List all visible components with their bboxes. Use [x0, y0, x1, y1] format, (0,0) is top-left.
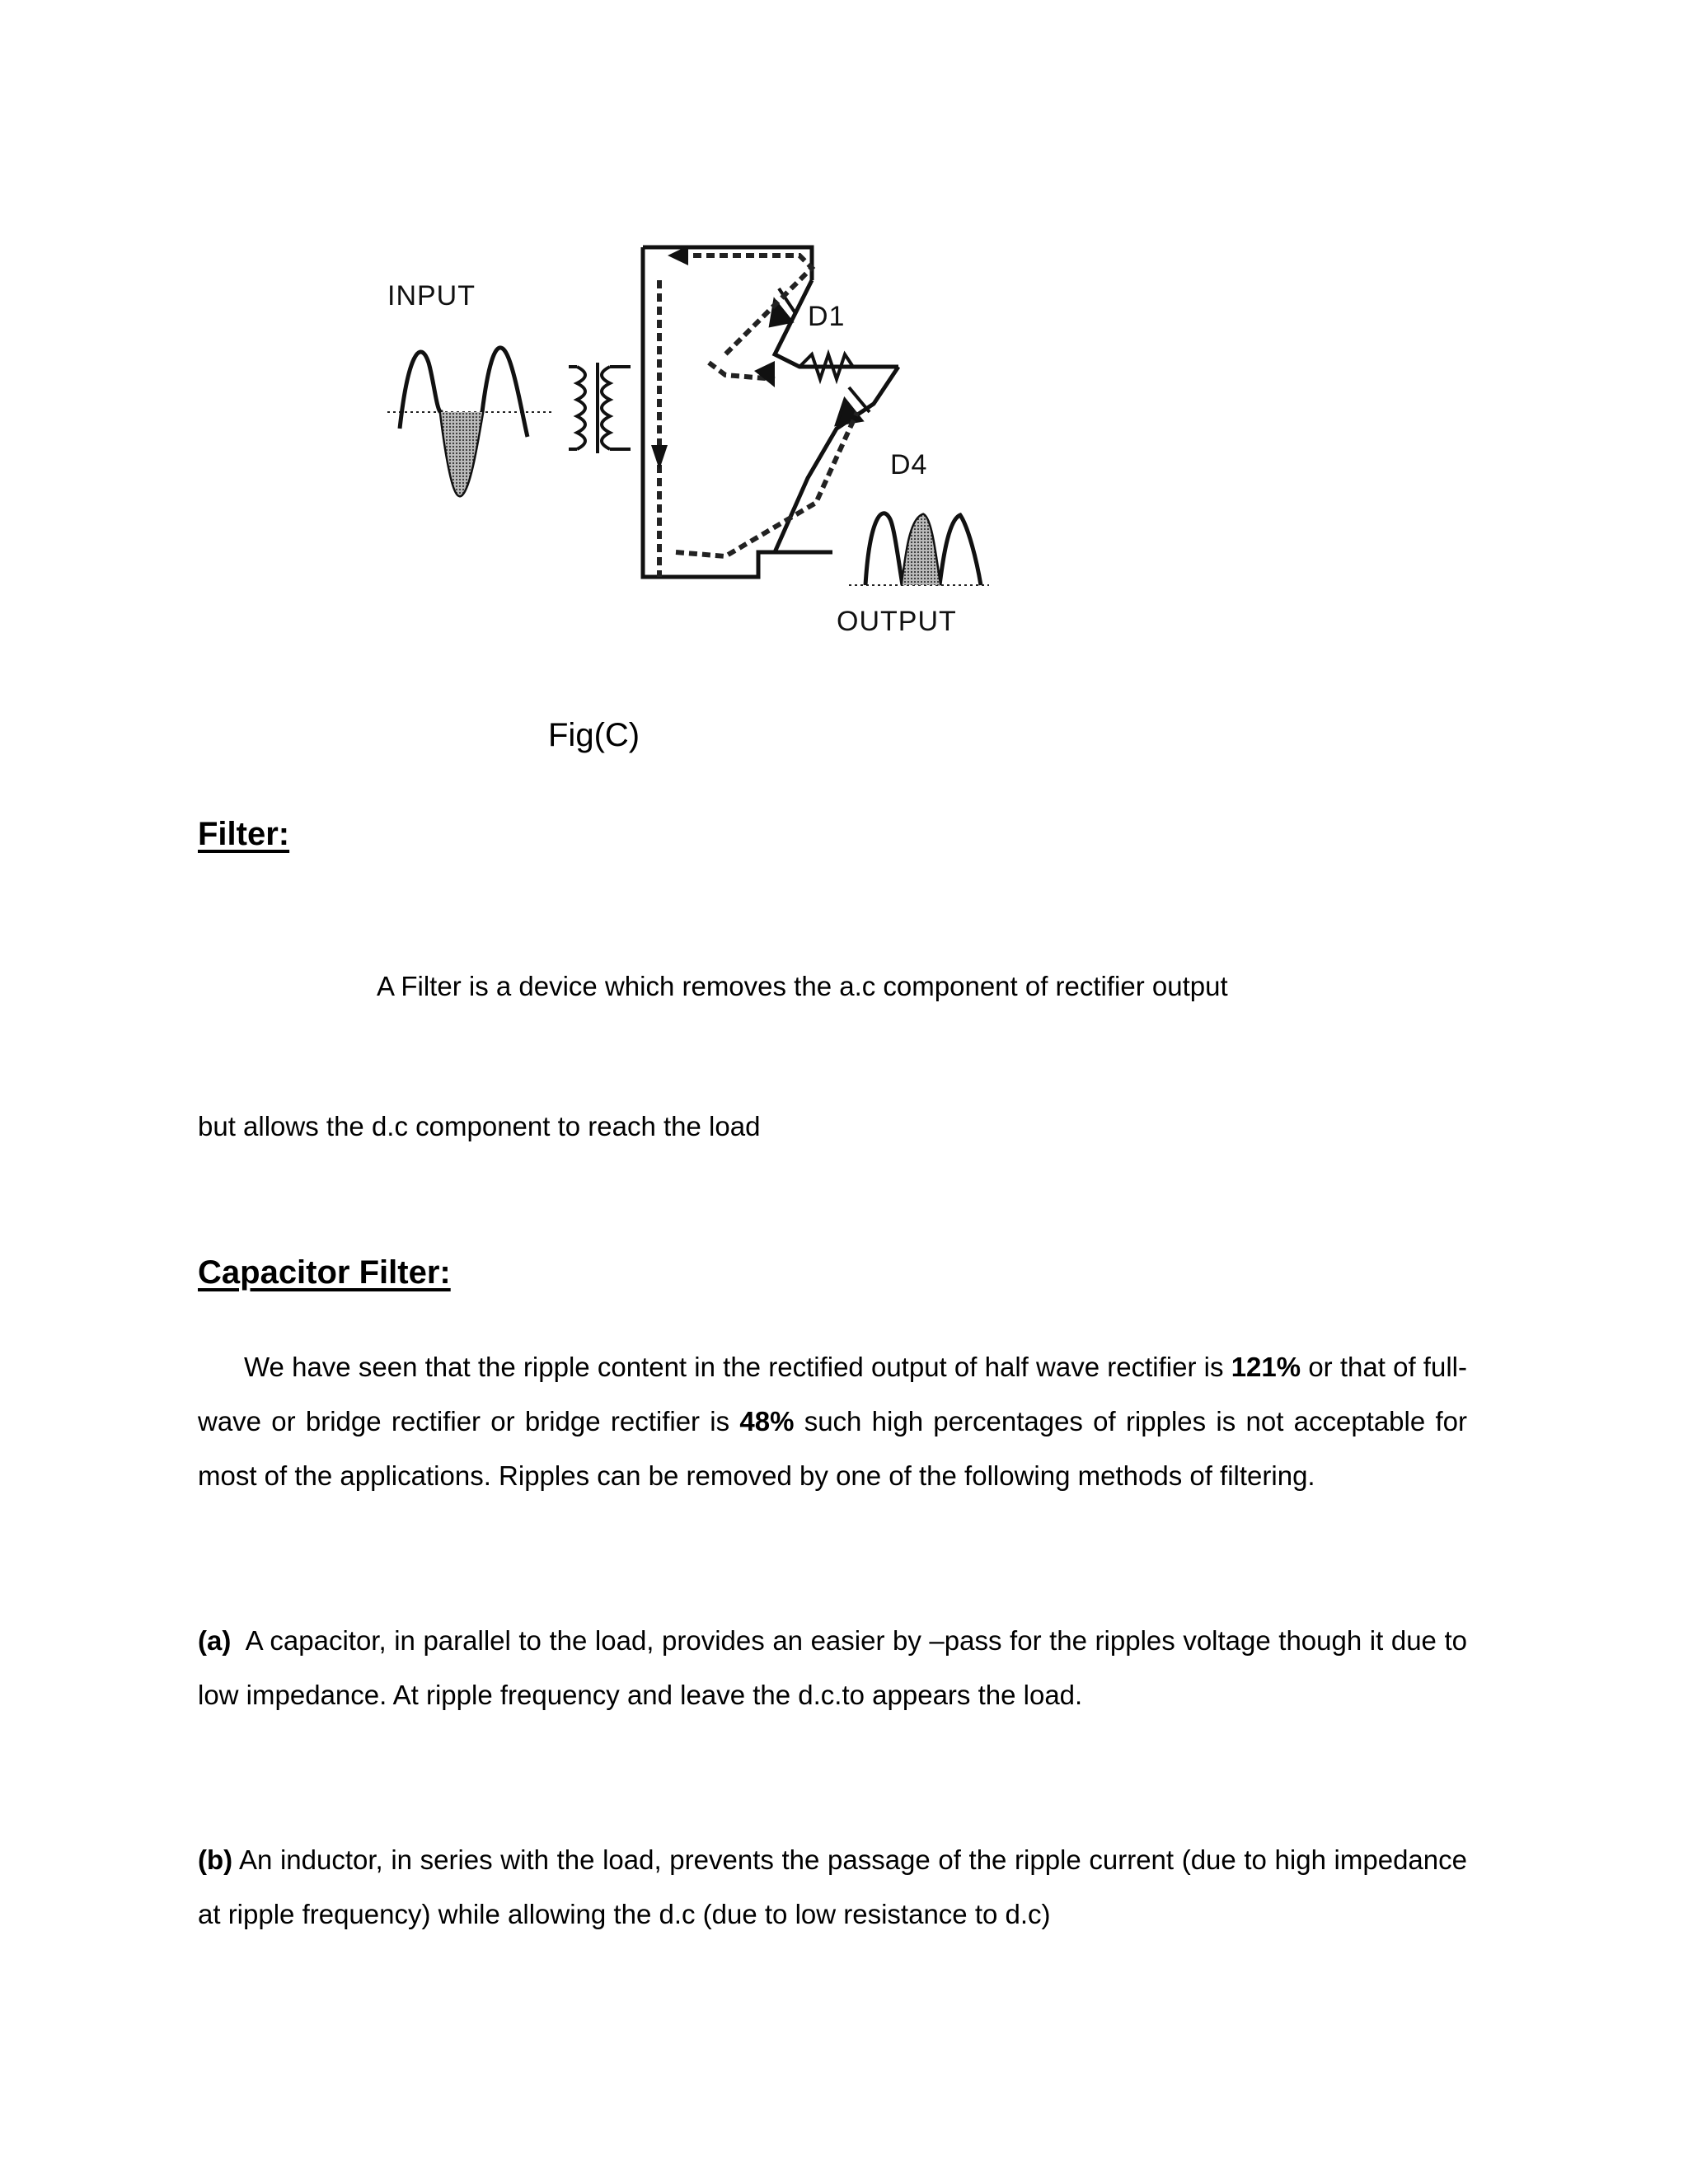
- method-a-marker: (a): [198, 1625, 232, 1656]
- intro-bold-121: 121%: [1231, 1352, 1301, 1382]
- down-arrow-icon: [651, 445, 668, 470]
- method-b-paragraph: [198, 1833, 1467, 1942]
- capacitor-intro-paragraph: [198, 1340, 1467, 1503]
- capacitor-filter-heading: Capacitor Filter:: [198, 1254, 451, 1291]
- d4-label: D4: [890, 449, 928, 480]
- filter-definition-line2: but allows the d.c component to reach the load: [198, 1111, 761, 1141]
- filter-heading: Filter:: [198, 816, 290, 852]
- output-shaded-half: [903, 515, 940, 585]
- output-label: OUTPUT: [837, 606, 957, 637]
- figure-caption: Fig(C): [548, 717, 640, 753]
- left-arrow-icon-2: [754, 361, 775, 387]
- method-b-text: An inductor, in series with the load, prevents the passage of the ripple current (due to high impedance at ripple frequency) while allowing the d.c (due to low resistance to d.c): [198, 1844, 1467, 1929]
- d1-label: D1: [808, 301, 846, 332]
- intro-text-a: We have seen that the ripple content in the rectified output of half wave rectifier is: [244, 1352, 1224, 1382]
- method-b-marker: (b): [198, 1844, 233, 1875]
- bridge-frame: [643, 247, 898, 577]
- rectifier-circuit-svg: [363, 231, 1014, 659]
- intro-text-d: such high percentages of ripples is not acceptable for most of the applications. Ripples can be removed by one of the following methods of filtering.: [198, 1406, 1467, 1491]
- input-label: INPUT: [387, 280, 476, 312]
- rectifier-diagram: [363, 231, 1014, 659]
- diode-d4-icon: [837, 387, 870, 424]
- method-a-paragraph: [198, 1614, 1467, 1722]
- transformer-icon: [569, 363, 631, 453]
- filter-definition-line1: A Filter is a device which removes the a.c component of rectifier output: [377, 971, 1228, 1001]
- method-a-text: A capacitor, in parallel to the load, provides an easier by –pass for the ripples voltage though it due to low impedance. At ripple frequency and leave the d.c.to appears the load.: [198, 1625, 1467, 1710]
- intro-text-c: or that of full-wave or bridge rectifier or bridge rectifier is: [198, 1352, 1467, 1436]
- intro-bold-48: 48%: [739, 1406, 795, 1436]
